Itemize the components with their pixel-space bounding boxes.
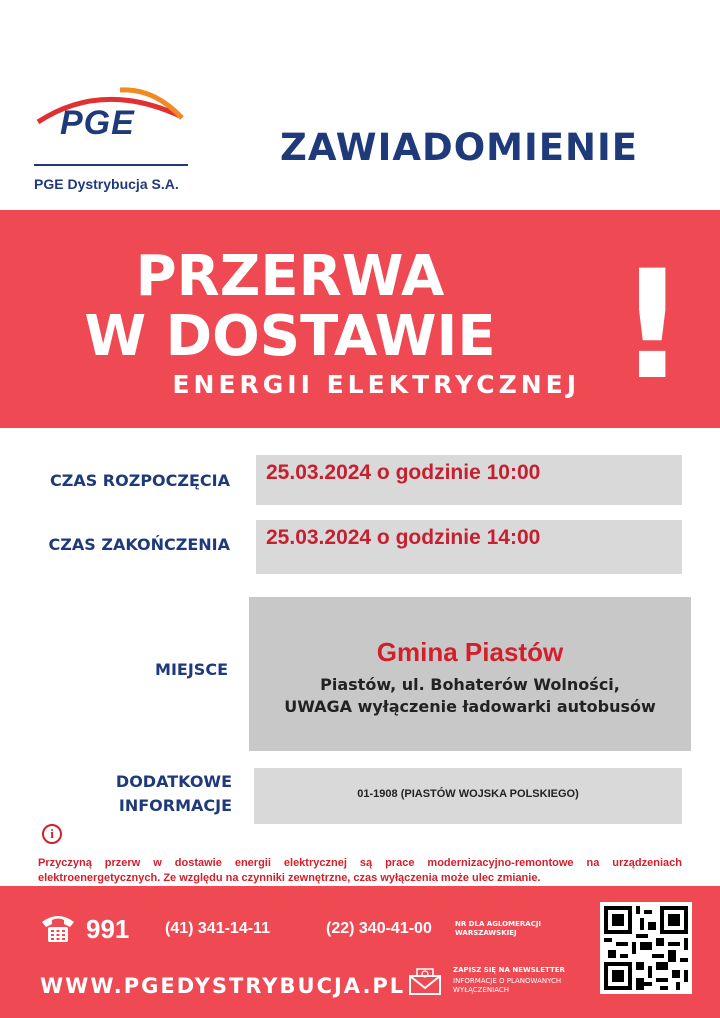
- newsletter-title[interactable]: ZAPISZ SIĘ NA NEWSLETTER: [453, 966, 565, 974]
- place-line-1: Piastów, ul. Bohaterów Wolności,: [320, 675, 620, 694]
- notice-title: ZAWIADOMIENIE: [280, 126, 639, 169]
- company-name: PGE Dystrybucja S.A.: [34, 176, 179, 192]
- phone-2-note-line-2: WARSZAWSKIEJ: [455, 929, 517, 937]
- exclamation-icon: !: [618, 239, 687, 413]
- logo-divider: [34, 164, 188, 166]
- phone-number-2[interactable]: (22) 340-41-00: [326, 920, 432, 937]
- outage-banner: [0, 210, 720, 428]
- newsletter-subtitle: [453, 977, 593, 995]
- banner-line-1: PRZERWA: [135, 244, 445, 309]
- phone-number-1[interactable]: (41) 341-14-11: [165, 920, 270, 937]
- end-time-value: 25.03.2024 o godzinie 14:00: [266, 526, 541, 549]
- reason-text: Przyczyną przerw w dostawie energii elektrycznej są prace modernizacyjno-remontowe na urządzeniach elektroenergetycznych. Ze względu na czynniki zewnętrzne, czas wyłączenia może ulec zmianie.: [38, 857, 682, 884]
- newsletter-line-1: INFORMACJE O PLANOWANYCH: [453, 977, 562, 985]
- banner-line-2: W DOSTAWIE: [84, 304, 496, 369]
- start-time-label: CZAS ROZPOCZĘCIA: [49, 471, 230, 490]
- qr-code-icon[interactable]: [600, 902, 692, 994]
- extra-info-label-line-1: DODATKOWE: [115, 772, 232, 791]
- banner-line-3: ENERGII ELEKTRYCZNEJ: [172, 370, 580, 399]
- extra-info-field: [254, 768, 682, 824]
- start-time-value: 25.03.2024 o godzinie 10:00: [266, 461, 541, 484]
- extra-info-label: [116, 770, 232, 818]
- emergency-number[interactable]: 991: [86, 914, 130, 944]
- website-link[interactable]: WWW.PGEDYSTRYBUCJA.PL: [40, 974, 406, 998]
- phone-icon: [40, 912, 76, 944]
- newsletter-line-2: WYŁĄCZENIACH: [453, 986, 510, 994]
- pge-logo: [32, 80, 192, 200]
- footer: [0, 886, 720, 1018]
- extra-info-label-line-2: INFORMACJE: [118, 796, 232, 815]
- info-icon: i: [42, 824, 62, 844]
- end-time-field: [256, 520, 682, 574]
- newsletter-mail-icon: [408, 966, 442, 996]
- phone-2-note-line-1: NR DLA AGLOMERACJI: [455, 920, 542, 928]
- place-label: MIEJSCE: [155, 660, 228, 679]
- place-line-2: UWAGA wyłączenie ładowarki autobusów: [284, 697, 656, 716]
- phone-2-note: [455, 920, 565, 938]
- place-field: [249, 597, 691, 751]
- start-time-field: [256, 455, 682, 505]
- logo-text: PGE: [60, 104, 135, 142]
- extra-info-value: 01-1908 (PIASTÓW WOJSKA POLSKIEGO): [357, 788, 579, 800]
- place-title: Gmina Piastów: [376, 637, 564, 667]
- end-time-label: CZAS ZAKOŃCZENIA: [48, 535, 230, 554]
